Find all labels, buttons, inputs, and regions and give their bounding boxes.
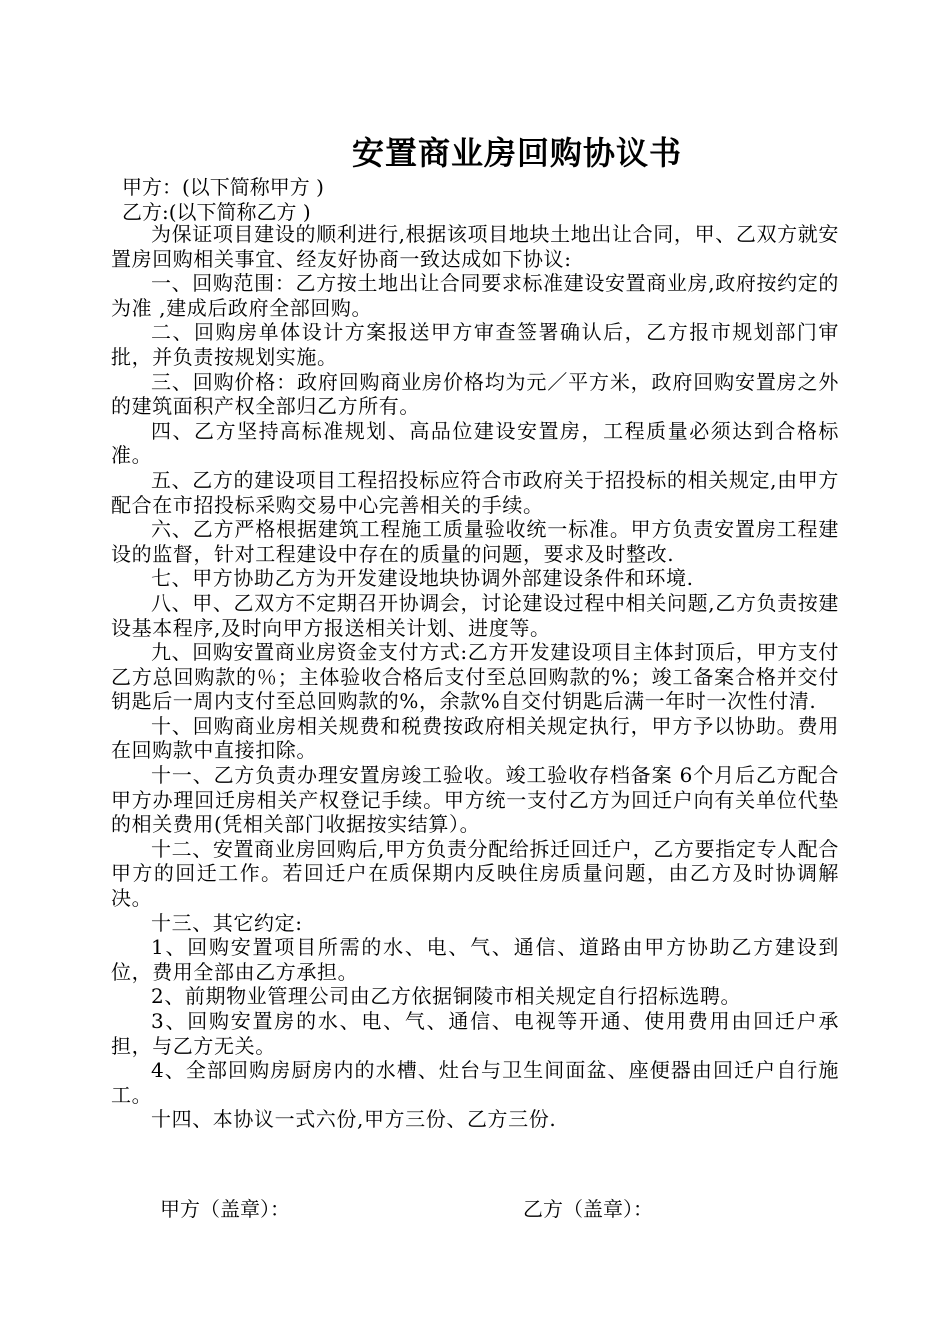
clause-3: 三、回购价格：政府回购商业房价格均为元／平方米，政府回购安置房之外的建筑面积产权全部归乙方所有。 (111, 369, 839, 419)
document-title: 安置商业房回购协议书 (352, 134, 683, 172)
clause-1: 一、回购范围：乙方按土地出让合同要求标准建设安置商业房,政府按约定的为准 ,建成后政府全部回购。 (111, 271, 839, 320)
clause-4: 四、乙方坚持高标准规划、高品位建设安置房，工程质量必须达到合格标准。 (111, 418, 839, 468)
party-b-signature: 乙方（盖章）： (523, 1197, 653, 1221)
clause-7: 七、甲方协助乙方为开发建设地块协调外部建设条件和环境. (151, 566, 694, 591)
clause-10: 十、回购商业房相关规费和税费按政府相关规定执行，甲方予以协助。费用在回购款中直接扣除。 (111, 713, 839, 763)
clause-11: 十一、乙方负责办理安置房竣工验收。竣工验收存档备案 6个月后乙方配合甲方办理回迁房相关产权登记手续。甲方统一支付乙方为回迁户向有关单位代垫的相关费用(凭相关部门收据按实结算）。 (111, 763, 839, 837)
sub-clause-2: 2、前期物业管理公司由乙方依据铜陵市相关规定自行招标选聘。 (151, 984, 742, 1009)
sub-clause-4: 4、全部回购房厨房内的水槽、灶台与卫生间面盆、座便器由回迁户自行施工。 (111, 1058, 839, 1107)
sub-clause-1: 1、回购安置项目所需的水、电、气、通信、道路由甲方协助乙方建设到位，费用全部由乙方承担。 (111, 935, 839, 984)
clause-5: 五、乙方的建设项目工程招投标应符合市政府关于招投标的相关规定,由甲方配合在市招投标采购交易中心完善相关的手续。 (111, 467, 839, 517)
clause-13: 十三、其它约定: (151, 910, 303, 935)
party-b-line: 乙方:(以下简称乙方 ) (122, 200, 311, 224)
clause-8: 八、甲、乙双方不定期召开协调会，讨论建设过程中相关问题,乙方负责按建设基本程序,及时向甲方报送相关计划、进度等。 (111, 590, 839, 640)
party-a-signature: 甲方（盖章）： (160, 1197, 290, 1221)
party-a-line: 甲方：(以下简称甲方 ) (122, 175, 324, 199)
clause-9: 九、回购安置商业房资金支付方式:乙方开发建设项目主体封顶后，甲方支付乙方总回购款的％；主体验收合格后支付至总回购款的%；竣工备案合格并交付钥匙后一周内支付至总回购款的%，余款%自交付钥匙后满一年时一次性付清. (111, 640, 839, 714)
agreement-body (111, 222, 839, 1132)
clause-6: 六、乙方严格根据建筑工程施工质量验收统一标准。甲方负责安置房工程建设的监督，针对工程建设中存在的质量的问题，要求及时整改. (111, 517, 839, 566)
clause-14: 十四、本协议一式六份,甲方三份、乙方三份. (151, 1107, 557, 1132)
sub-clause-3: 3、回购安置房的水、电、气、通信、电视等开通、使用费用由回迁户承担，与乙方无关。 (111, 1009, 839, 1058)
clause-2: 二、回购房单体设计方案报送甲方审查签署确认后，乙方报市规划部门审批，并负责按规划实施。 (111, 320, 839, 369)
clause-12: 十二、安置商业房回购后,甲方负责分配给拆迁回迁户，乙方要指定专人配合甲方的回迁工作。若回迁户在质保期内反映住房质量问题，由乙方及时协调解决。 (111, 836, 839, 911)
intro-paragraph: 为保证项目建设的顺利进行,根据该项目地块土地出让合同，甲、乙双方就安置房回购相关事宜、经友好协商一致达成如下协议: (111, 222, 839, 271)
